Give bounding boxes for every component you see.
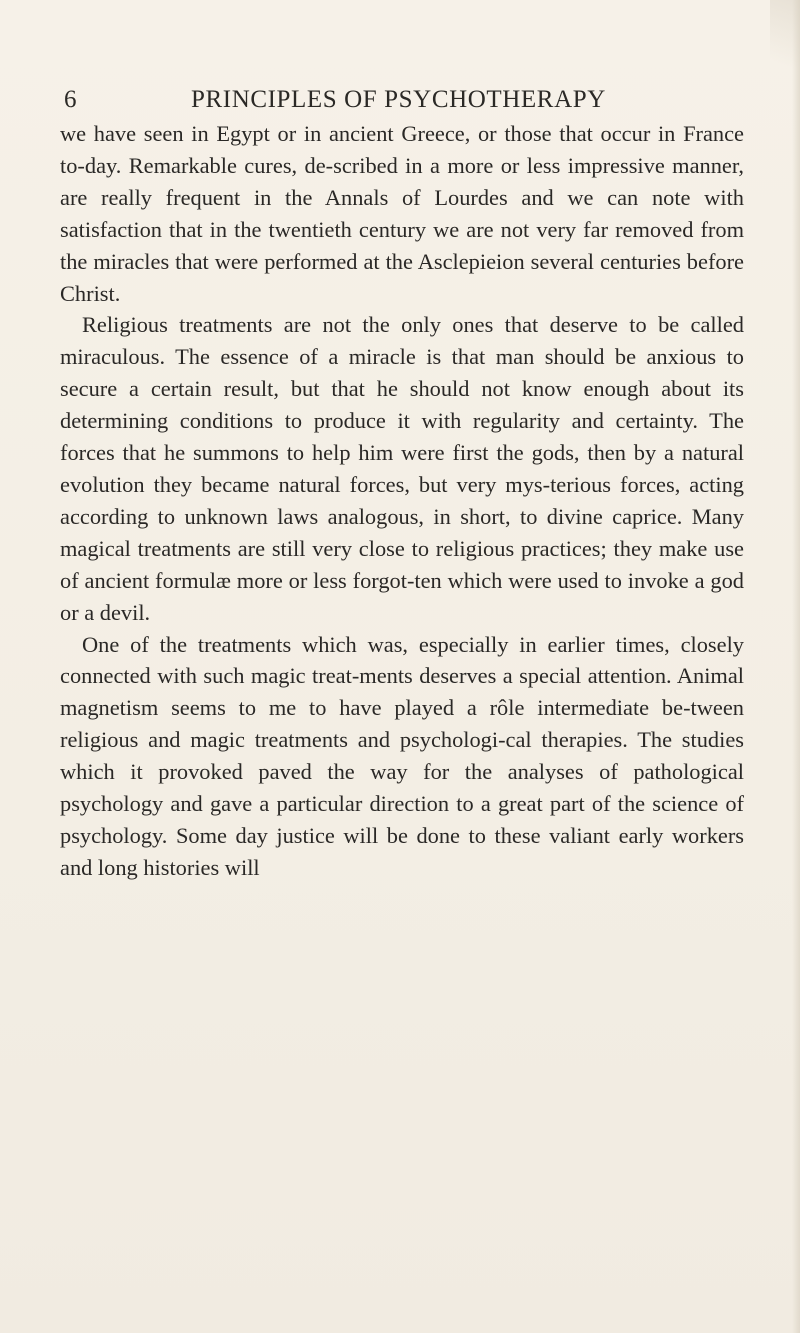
paragraph: we have seen in Egypt or in ancient Greece, or those that occur in France to-day. Remarkable cures, de-scribed in a more or less impressive manner, are really frequent in the Annals of Lourdes and we can note with satisfaction that in the twentieth century we are not very far removed from the miracles that were performed at the Asclepieion several centuries before Christ. <box>60 121 744 306</box>
page-edge-shadow <box>770 0 800 90</box>
body-text <box>60 118 744 884</box>
paragraph: Religious treatments are not the only ones that deserve to be called miraculous. The essence of a miracle is that man should be anxious to secure a certain result, but that he should not know enough about its determining conditions to produce it with regularity and certainty. The forces that he summons to help him were first the gods, then by a natural evolution they became natural forces, but very mys-terious forces, acting according to unknown laws analogous, in short, to divine caprice. Many magical treatments are still very close to religious practices; they make use of ancient formulæ more or less forgot-ten which were used to invoke a god or a devil. <box>60 312 744 625</box>
page-header <box>64 82 744 122</box>
running-head: PRINCIPLES OF PSYCHOTHERAPY <box>191 86 606 113</box>
paragraph: One of the treatments which was, especially in earlier times, closely connected with such magic treat-ments deserves a special attention. Animal magnetism seems to me to have played a rôle intermediate be-tween religious and magic treatments and psychologi-cal therapies. The studies which it provoked paved the way for the analyses of pathological psychology and gave a particular direction to a great part of the science of psychology. Some day justice will be done to these valiant early workers and long histories will <box>60 631 744 880</box>
page-number: 6 <box>64 86 77 113</box>
